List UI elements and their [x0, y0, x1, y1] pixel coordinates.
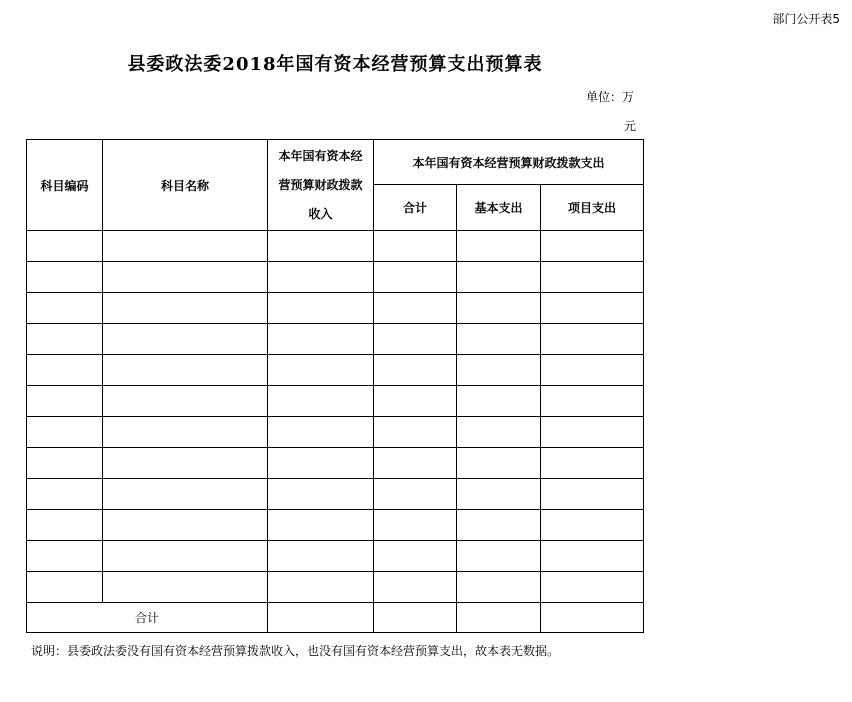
- table-cell: [374, 293, 457, 324]
- table-cell: [541, 262, 644, 293]
- total-row-label: 合计: [27, 603, 268, 633]
- table-cell: [374, 417, 457, 448]
- table-cell: [457, 355, 541, 386]
- table-cell: [103, 355, 268, 386]
- table-cell: [27, 355, 103, 386]
- table-body: [27, 231, 644, 603]
- table-cell: [541, 603, 644, 633]
- table-cell: [268, 231, 374, 262]
- table-cell: [27, 417, 103, 448]
- table-cell: [457, 572, 541, 603]
- table-cell: [268, 541, 374, 572]
- table-cell: [374, 603, 457, 633]
- table-cell: [541, 386, 644, 417]
- table-cell: [27, 510, 103, 541]
- table-cell: [27, 386, 103, 417]
- table-cell: [27, 293, 103, 324]
- table-row: [27, 510, 644, 541]
- table-row: [27, 262, 644, 293]
- table-cell: [268, 479, 374, 510]
- table-row: [27, 293, 644, 324]
- table-cell: [268, 324, 374, 355]
- page-title: 县委政法委2018年国有资本经营预算支出预算表: [127, 54, 543, 75]
- unit-label-cont: 元: [624, 119, 637, 133]
- table-cell: [457, 541, 541, 572]
- table-row: [27, 231, 644, 262]
- table-cell: [103, 386, 268, 417]
- footnote: 说明：县委政法委没有国有资本经营预算拨款收入，也没有国有资本经营预算支出，故本表无数据。: [31, 644, 560, 658]
- table-cell: [27, 572, 103, 603]
- unit-label: 单位：万: [586, 90, 635, 104]
- table-cell: [374, 324, 457, 355]
- table-cell: [457, 510, 541, 541]
- table-cell: [541, 448, 644, 479]
- table-cell: [541, 510, 644, 541]
- table-cell: [27, 262, 103, 293]
- table-cell: [268, 572, 374, 603]
- header-subject-code: 科目编码: [27, 140, 103, 231]
- table-row: [27, 572, 644, 603]
- table-cell: [541, 231, 644, 262]
- table-cell: [541, 541, 644, 572]
- table-cell: [103, 541, 268, 572]
- table-cell: [374, 479, 457, 510]
- table-cell: [103, 510, 268, 541]
- table-cell: [457, 603, 541, 633]
- table-cell: [103, 417, 268, 448]
- table-cell: [103, 293, 268, 324]
- table-cell: [268, 510, 374, 541]
- table-cell: [268, 417, 374, 448]
- table-cell: [268, 262, 374, 293]
- table-cell: [457, 324, 541, 355]
- header-income-line1: 本年国有资本经: [278, 148, 363, 163]
- table-cell: [457, 386, 541, 417]
- table-row: [27, 448, 644, 479]
- table-cell: [374, 510, 457, 541]
- table-cell: [103, 324, 268, 355]
- table-cell: [541, 324, 644, 355]
- table-cell: [541, 293, 644, 324]
- table-cell: [27, 448, 103, 479]
- table-cell: [268, 386, 374, 417]
- table-row: [27, 541, 644, 572]
- table-cell: [103, 448, 268, 479]
- table-row: [27, 324, 644, 355]
- header-subject-name: 科目名称: [103, 140, 268, 231]
- table-row: [27, 386, 644, 417]
- header-basic: 基本支出: [457, 185, 541, 231]
- table-cell: [374, 231, 457, 262]
- table-cell: [374, 448, 457, 479]
- table-cell: [457, 417, 541, 448]
- table-cell: [457, 262, 541, 293]
- table-cell: [457, 293, 541, 324]
- table-cell: [268, 293, 374, 324]
- table-cell: [541, 572, 644, 603]
- header-project: 项目支出: [541, 185, 644, 231]
- total-row: [27, 603, 644, 633]
- table-row: [27, 479, 644, 510]
- header-income-line2: 营预算财政拨款: [278, 177, 363, 192]
- table-cell: [374, 541, 457, 572]
- table-cell: [103, 262, 268, 293]
- table-cell: [374, 355, 457, 386]
- table-cell: [103, 231, 268, 262]
- table-cell: [457, 479, 541, 510]
- header-income-line3: 收入: [308, 206, 333, 221]
- table-cell: [541, 479, 644, 510]
- table-cell: [27, 479, 103, 510]
- header-total: 合计: [374, 185, 457, 231]
- table-cell: [268, 355, 374, 386]
- table-cell: [457, 448, 541, 479]
- table-row: [27, 355, 644, 386]
- table-row: [27, 417, 644, 448]
- table-cell: [541, 417, 644, 448]
- budget-table: [26, 139, 644, 633]
- header-income: [268, 140, 374, 231]
- table-cell: [374, 262, 457, 293]
- table-cell: [103, 479, 268, 510]
- table-cell: [268, 603, 374, 633]
- table-cell: [103, 572, 268, 603]
- table-cell: [541, 355, 644, 386]
- table-cell: [27, 324, 103, 355]
- table-cell: [27, 231, 103, 262]
- table-cell: [374, 386, 457, 417]
- table-cell: [457, 231, 541, 262]
- header-expense-group: 本年国有资本经营预算财政拨款支出: [374, 140, 644, 185]
- table-cell: [27, 541, 103, 572]
- table-cell: [374, 572, 457, 603]
- table-cell: [268, 448, 374, 479]
- table-number-label: 部门公开表5: [772, 12, 840, 26]
